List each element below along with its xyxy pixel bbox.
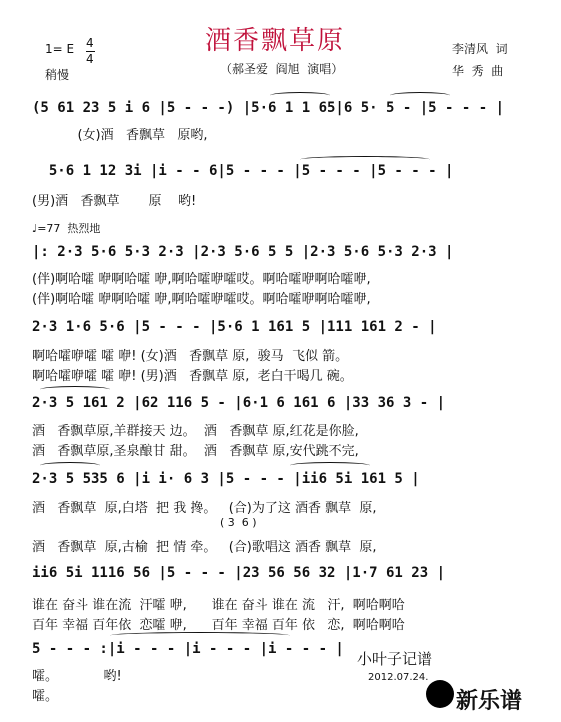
slur — [40, 462, 100, 469]
lyrics-row-5-verse-1: 酒 香飘草原,羊群接天 边。 酒 香飘草 原,红花是你脸, — [32, 424, 359, 439]
lyricist: 李清风 词 — [452, 42, 508, 56]
lyrics-row-4-verse-2: 啊哈嚯咿嚯 嚯 咿! (男)酒 香飘草 原, 老白干喝几 碗。 — [32, 369, 353, 384]
slur — [270, 92, 330, 99]
site-watermark: 新乐谱 — [456, 689, 523, 714]
slur — [390, 92, 450, 99]
notation-row-8: 5 - - - :|i - - - |i - - - |i - - - | — [32, 641, 344, 657]
notation-row-2: 5·6 1 12 3i |i - - 6|5 - - - |5 - - - |5 - - - | — [32, 163, 454, 179]
lyrics-row-4-verse-1: 啊哈嚯咿嚯 嚯 咿! (女)酒 香飘草 原, 骏马 飞似 箭。 — [32, 349, 349, 364]
notation-row-5: 2·3 5 161 2 |62 116 5 - |6·1 6 161 6 |33 36 3 - | — [32, 395, 446, 411]
transcription-date: 2012.07.24. — [368, 672, 429, 683]
lyrics-row-7-verse-1: 谁在 奋斗 谁在流 汗嚯 咿, 谁在 奋斗 谁在 流 汗, 啊哈啊哈 — [32, 598, 405, 613]
composer: 华 秀 曲 — [452, 64, 504, 78]
performers: （郝圣爱 阎旭 演唱） — [220, 62, 344, 76]
lyrics-row-3-verse-1: (伴)啊哈嚯 咿啊哈嚯 咿,啊哈嚯咿嚯哎。啊哈嚯咿啊哈嚯咿, — [32, 272, 371, 287]
notation-row-1: (5 61 23 5 i 6 |5 - - -) |5·6 1 1 65|6 5· 5 - |5 - - - | — [32, 100, 505, 116]
lyrics-row-2-verse-1: (男)酒 香飘草 原 哟! — [32, 194, 197, 209]
notation-row-7: ii6 5i 1116 56 |5 - - - |23 56 56 32 |1·7 61 23 | — [32, 565, 446, 581]
lyrics-row-6-verse-1: 酒 香飘草 原,白塔 把 我 搀。 (合)为了这 酒香 飘草 原, — [32, 501, 377, 516]
notation-row-4: 2·3 1·6 5·6 |5 - - - |5·6 1 161 5 |111 161 2 - | — [32, 319, 437, 335]
lyrics-row-6-verse-2: 酒 香飘草 原,古榆 把 情 牵。 (合)歌唱这 酒香 飘草 原, — [32, 540, 377, 555]
lyrics-row-1-verse-1: (女)酒 香飘草 原哟, — [32, 128, 208, 143]
lyrics-row-8-verse-1: 嚯。 哟! — [32, 669, 122, 684]
repeat-note: ( 3 6 ) — [220, 516, 257, 529]
song-title: 酒香飘草原 — [205, 26, 346, 56]
time-signature-bottom: 4 — [86, 52, 94, 66]
lyrics-row-7-verse-2: 百年 幸福 百年依 恋嚯 咿, 百年 幸福 百年 依 恋, 啊哈啊哈 — [32, 618, 405, 633]
lyrics-row-3-verse-2: (伴)啊哈嚯 咿啊哈嚯 咿,啊哈嚯咿嚯哎。啊哈嚯咿啊哈嚯咿, — [32, 292, 371, 307]
slur — [40, 386, 110, 393]
slur — [110, 632, 290, 639]
notation-row-3: |: 2·3 5·6 5·3 2·3 |2·3 5·6 5 5 |2·3 5·6 5·3 2·3 | — [32, 244, 454, 260]
lyrics-row-8-verse-2: 嚯。 — [32, 689, 59, 704]
transcriber-signature: 小叶子记谱 — [357, 650, 433, 668]
lyrics-row-5-verse-2: 酒 香飘草原,圣泉酿甘 甜。 酒 香飘草 原,安代跳不完, — [32, 444, 359, 459]
slur — [300, 156, 430, 163]
notation-row-6: 2·3 5 535 6 |i i· 6 3 |5 - - - |ii6 5i 161 5 | — [32, 471, 420, 487]
music-note-logo-icon — [426, 680, 454, 708]
tempo-word: 稍慢 — [45, 68, 70, 82]
tempo-mark: ♩=77 热烈地 — [32, 222, 101, 235]
key-signature: 1= E — [45, 42, 75, 56]
time-signature-top: 4 — [86, 36, 94, 50]
slur — [290, 462, 370, 469]
